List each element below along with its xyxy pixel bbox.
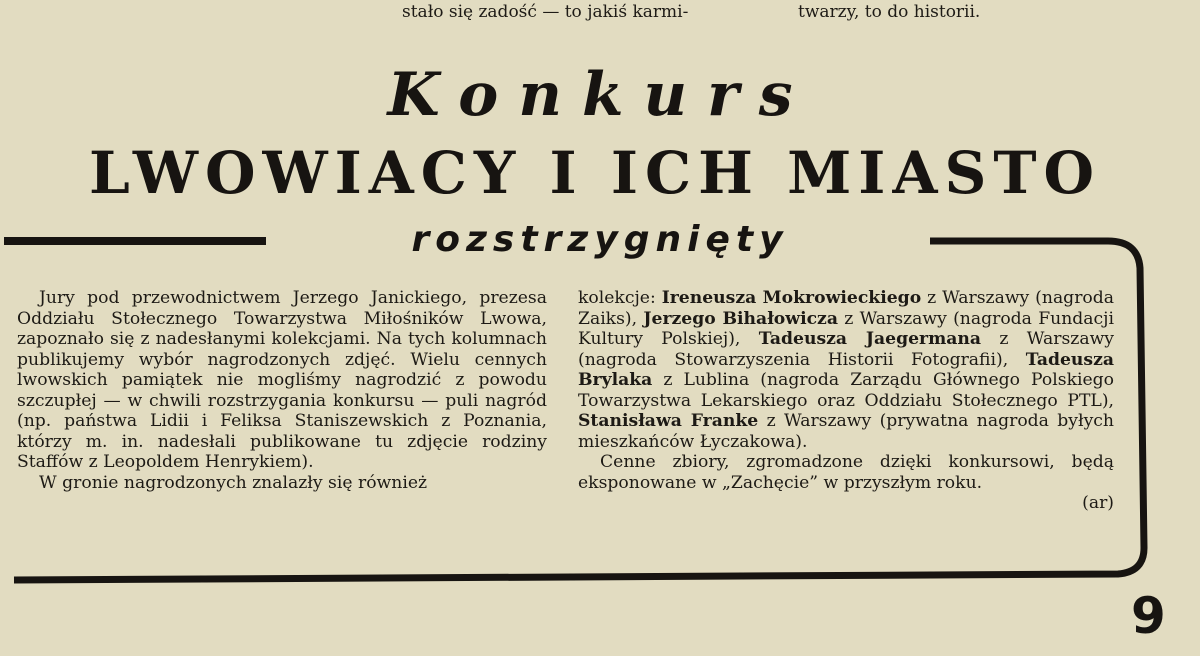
article-paragraph: Cenne zbiory, zgromadzone dzięki konkursowi, będą eksponowane w „Zachęcie” w przyszłym roku. <box>578 452 1114 493</box>
previous-article-fragment-left: stało się zadość — to jakiś karmi- <box>402 2 689 22</box>
laureate-name: Tadeusza Brylaka <box>578 349 1114 390</box>
text-run: z Warszawy (nagroda Zaiks), <box>578 288 1115 329</box>
laureate-name: Tadeusza Jaegermana <box>758 329 982 349</box>
previous-article-fragment-right: twarzy, to do historii. <box>798 2 981 22</box>
article-column-left <box>17 288 547 493</box>
article-kicker: Konkurs <box>387 60 813 130</box>
article-paragraph <box>578 288 1114 452</box>
author-signature: (ar) <box>1082 493 1114 513</box>
article-paragraph: W gronie nagrodzonych znalazły się również <box>39 472 428 493</box>
laureate-name: Stanisława Franke <box>578 411 759 431</box>
article-column-right <box>578 288 1114 514</box>
text-run: z Warszawy (prywatna nagroda byłych mieszkańców Łyczakowa). <box>578 411 1114 452</box>
laureate-name: Ireneusza Mokrowieckiego <box>661 288 922 308</box>
article-headline: LWOWIACY I ICH MIASTO <box>88 139 1102 207</box>
article-subline: rozstrzygnięty <box>411 219 789 260</box>
text-run: z Warszawy (nagroda Stowarzyszenia Historii Fotografii), <box>578 329 1114 370</box>
text-run: z Lublina (nagroda Zarządu Głównego Polskiego Towarzystwa Lekarskiego oraz Oddziału Stołecznego PTL), <box>578 370 1114 411</box>
text-run: kolekcje: <box>578 288 662 308</box>
text-run: z Warszawy (nagroda Fundacji Kultury Polskiej), <box>578 308 1114 349</box>
page-number: 9 <box>1131 587 1166 645</box>
article-paragraph: Jury pod przewodnictwem Jerzego Janickiego, prezesa Oddziału Stołecznego Towarzystwa Miłośników Lwowa, zapoznało się z nadesłanymi kolekcjami. Na tych kolumnach publikujemy wybór nagrodzonych zdjęć. Wielu cennych lwowskich pamiątek nie mogliśmy nagrodzić z powodu szczupłej — w chwili rozstrzygania konkursu — puli nagród (np. państwa Lidii i Feliksa Staniszewskich z Poznania, którzy m. in. nadesłali publikowane tu zdjęcie rodziny Staffów z Leopoldem Henrykiem). <box>17 288 547 472</box>
laureate-name: Jerzego Bihałowicza <box>643 308 838 329</box>
